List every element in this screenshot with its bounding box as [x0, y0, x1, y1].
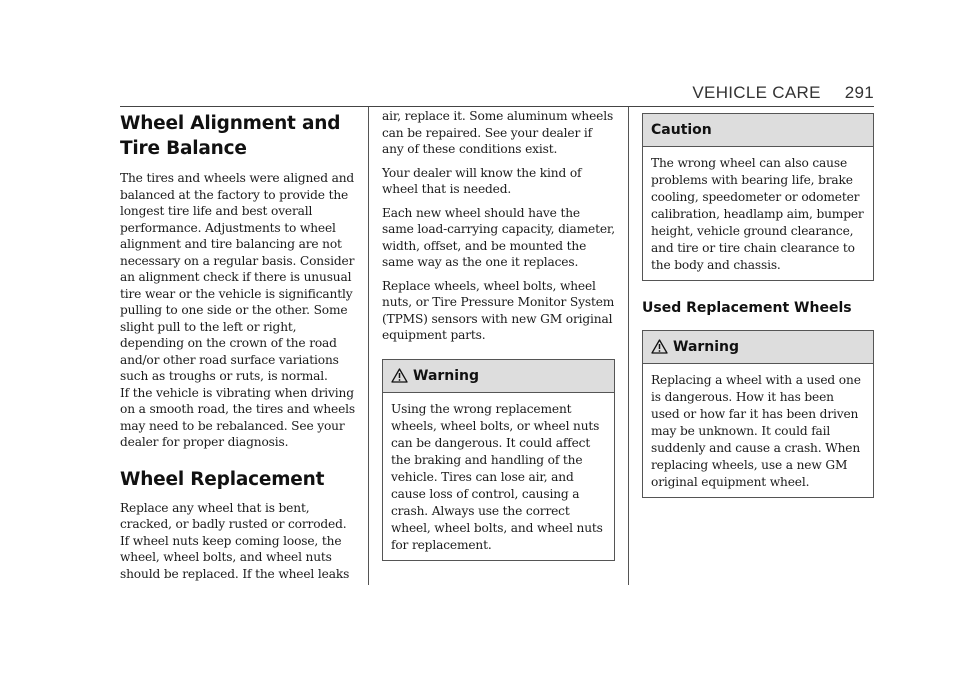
caution-text: The wrong wheel can also cause problems with bearing life, brake cooling, speedometer or odometer calibration, headlamp aim, bumper height, vehicle ground clearance, and tire or tire chain clearance to the body and chassis.: [651, 156, 864, 272]
warning-header: [383, 360, 614, 393]
paragraph-alignment: The tires and wheels were aligned and balanced at the factory to provide the longest tire life and best overall performance. Adjustments to wheel alignment and tire balancing are not necessary on a regular basis. Consider an alignment check if there is unusual tire wear or the vehicle is significantly pulling to one side or the other. Some slight pull to the left or right, depending on the crown of the road and/or other road surface variations such as troughs or ruts, is normal.: [120, 171, 355, 383]
caution-box: [642, 113, 874, 281]
warning-body: [643, 364, 873, 497]
paragraph-same-load: Each new wheel should have the same load-carrying capacity, diameter, width, offset, and be mounted the same way as the one it replaces.: [382, 205, 615, 269]
column-3: [642, 107, 874, 498]
warning-title: Warning: [673, 339, 740, 355]
page-header: [692, 83, 874, 103]
column-divider-1: [368, 107, 369, 585]
warning-triangle-icon: [391, 368, 408, 383]
caution-title: Caution: [651, 122, 712, 138]
warning-text: Using the wrong replacement wheels, wheel bolts, or wheel nuts can be dangerous. It could affect the braking and handling of the vehicle. Tires can lose air, and cause loss of control, causing a crash. Always use the correct wheel, wheel bolts, and wheel nuts for replacement.: [391, 401, 603, 552]
warning-box-used-wheels: [642, 330, 874, 498]
caution-body: [643, 147, 873, 280]
heading-wheel-alignment: Wheel Alignment and Tire Balance: [120, 113, 341, 159]
paragraph-replacement: Replace any wheel that is bent, cracked, or badly rusted or corroded. If wheel nuts keep coming loose, the wheel, wheel bolts, and wheel nuts should be replaced. If the wheel leaks: [120, 500, 350, 581]
page-number: 291: [844, 83, 874, 102]
warning-body: [383, 393, 614, 560]
column-1: [120, 107, 356, 582]
heading-used-replacement-wheels: Used Replacement Wheels: [642, 300, 852, 316]
column-2: [382, 107, 615, 561]
column-divider-2: [628, 107, 629, 585]
section-title: VEHICLE CARE: [692, 83, 821, 102]
warning-text: Replacing a wheel with a used one is dangerous. How it has been used or how far it has been driven may be unknown. It could fail suddenly and cause a crash. When replacing wheels, use a new GM original equipment wheel.: [651, 373, 861, 489]
warning-box-wrong-wheels: [382, 359, 615, 561]
warning-triangle-icon: [651, 339, 668, 354]
paragraph-dealer: Your dealer will know the kind of wheel that is needed.: [382, 165, 582, 196]
paragraph-aluminum: air, replace it. Some aluminum wheels can be repaired. See your dealer if any of these conditions exist.: [382, 109, 614, 156]
warning-header: [643, 331, 873, 364]
paragraph-tpms: Replace wheels, wheel bolts, wheel nuts, or Tire Pressure Monitor System (TPMS) sensors with new GM original equipment parts.: [382, 278, 615, 342]
heading-wheel-replacement: Wheel Replacement: [120, 468, 325, 490]
paragraph-vibration: If the vehicle is vibrating when driving on a smooth road, the tires and wheels may need to be rebalanced. See your dealer for proper diagnosis.: [120, 385, 356, 449]
caution-header: [643, 114, 873, 147]
warning-title: Warning: [413, 367, 480, 384]
